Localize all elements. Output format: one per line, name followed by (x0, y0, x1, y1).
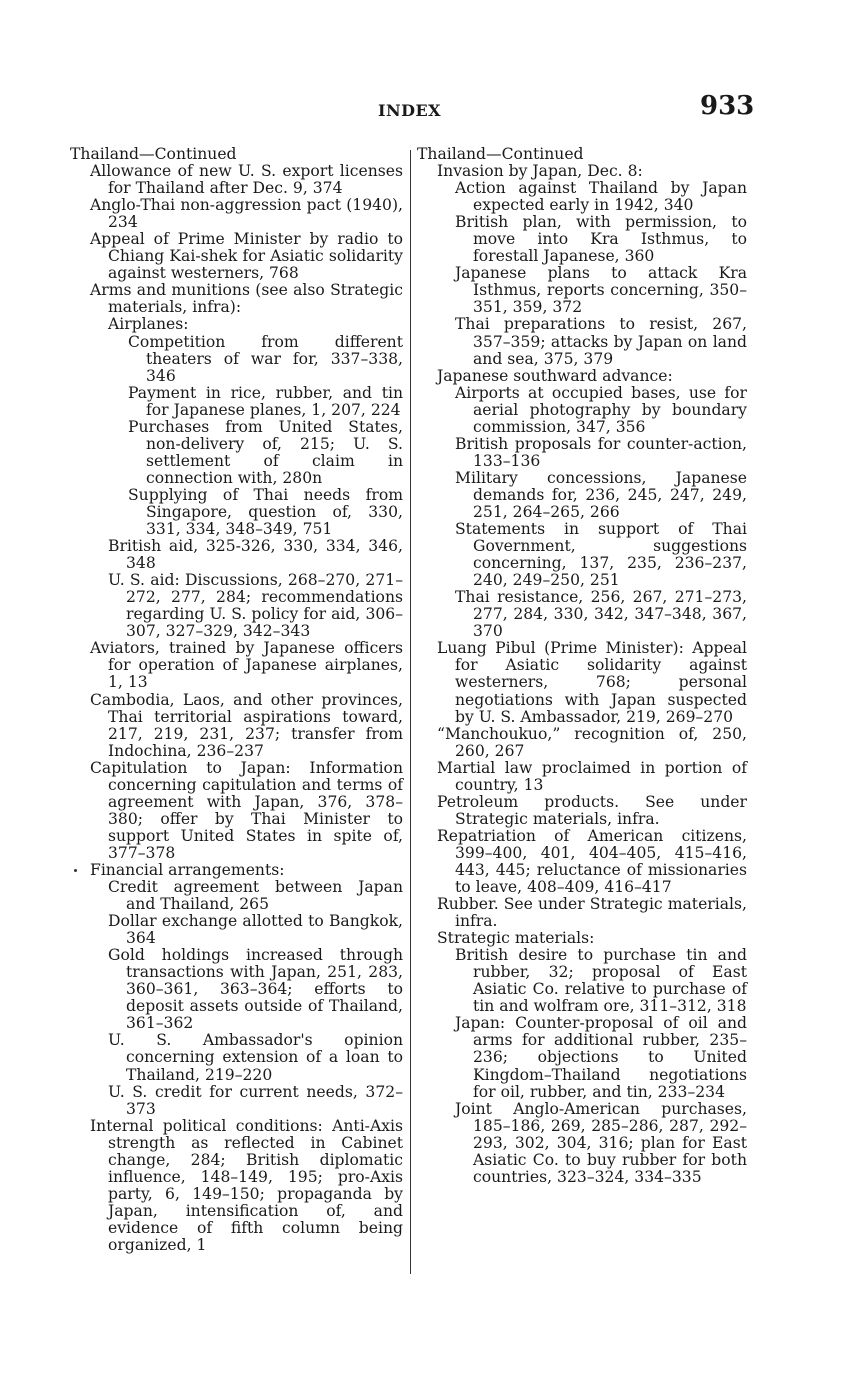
index-entry: Petroleum products. See under Strategic materials, infra. (437, 792, 747, 828)
index-subentry: Gold holdings increased through transactions with Japan, 251, 283, 360–361, 363–364; efforts to deposit assets outside of Thailand, 361–362 (108, 946, 403, 1033)
index-entry: Capitulation to Japan: Information concerning capitulation and terms of agreement with Japan, 376, 378–380; offer by Thai Minister to support United States in spite of, 377–378 (90, 758, 403, 862)
index-entry: Invasion by Japan, Dec. 8: (437, 162, 643, 181)
index-entry: Rubber. See under Strategic materials, infra. (437, 895, 747, 931)
index-continuation-heading: Thailand—Continued (70, 145, 237, 163)
page-header (0, 91, 850, 125)
index-continuation-heading: Thailand—Continued (417, 145, 584, 163)
index-column-left (70, 146, 403, 1254)
index-subentry: British proposals for counter-action, 133–136 (455, 434, 747, 470)
index-entry: Martial law proclaimed in portion of country, 13 (437, 758, 747, 794)
index-entry: Arms and munitions (see also Strategic materials, infra): (90, 281, 403, 317)
index-entry: Repatriation of American citizens, 399–400, 401, 404–405, 415–416, 443, 445; reluctance of missionaries to leave, 408–409, 416–417 (437, 826, 747, 897)
print-speck (74, 869, 77, 872)
index-subentry: Airplanes: (108, 315, 189, 334)
index-subentry: U. S. aid: Discussions, 268–270, 271–272, 277, 284; recommendations regarding U. S. policy for aid, 306–307, 327–329, 342–343 (108, 571, 403, 641)
index-entry: Anglo-Thai non-aggression pact (1940), 234 (90, 196, 403, 232)
index-entry: “Manchoukuo,” recognition of, 250, 260, 267 (437, 724, 747, 760)
index-subentry: British plan, with permission, to move into Kra Isthmus, to forestall Japanese, 360 (455, 213, 747, 266)
index-subentry: Japan: Counter-proposal of oil and arms for additional rubber, 235–236; objections to United Kingdom–Thailand negotiations for oil, rubber, and tin, 233–234 (455, 1014, 747, 1101)
index-subsubentry: Payment in rice, rubber, and tin for Japanese planes, 1, 207, 224 (128, 383, 403, 419)
index-subentry: Credit agreement between Japan and Thailand, 265 (108, 878, 403, 914)
running-title: INDEX (378, 101, 442, 120)
index-subsubentry: Supplying of Thai needs from Singapore, question of, 330, 331, 334, 348–349, 751 (128, 485, 403, 539)
index-subentry: U. S. credit for current needs, 372–373 (108, 1082, 403, 1118)
index-subentry: Airports at occupied bases, use for aerial photography by boundary commission, 347, 356 (455, 383, 747, 436)
index-subentry: British desire to purchase tin and rubber, 32; proposal of East Asiatic Co. relative to purchase of tin and wolfram ore, 311–312, 318 (455, 946, 747, 1016)
index-subentry: Japanese plans to attack Kra Isthmus, reports concerning, 350–351, 359, 372 (455, 264, 747, 317)
index-subentry: Dollar exchange allotted to Bangkok, 364 (108, 912, 403, 948)
index-subentry: Thai preparations to resist, 267, 357–359; attacks by Japan on land and sea, 375, 379 (455, 315, 747, 368)
index-entry: Aviators, trained by Japanese officers for operation of Japanese airplanes, 1, 13 (90, 639, 403, 692)
index-subsubentry: Purchases from United States, non-delivery of, 215; U. S. settlement of claim in connection with, 280n (128, 417, 403, 487)
index-entry: Japanese southward advance: (437, 366, 673, 385)
index-entry: Luang Pibul (Prime Minister): Appeal for Asiatic solidarity against westerners, 768; personal negotiations with Japan suspected by U. S. Ambassador, 219, 269–270 (437, 639, 747, 726)
index-column-right (417, 146, 747, 1186)
index-entry: Cambodia, Laos, and other provinces, Thai territorial aspirations toward, 217, 219, 231, 237; transfer from Indochina, 236–237 (90, 690, 403, 760)
index-subentry: Action against Thailand by Japan expected early in 1942, 340 (455, 179, 747, 215)
index-entry: Strategic materials: (437, 929, 595, 948)
column-divider (410, 150, 411, 1274)
index-entry: Allowance of new U. S. export licenses for Thailand after Dec. 9, 374 (90, 162, 403, 198)
index-subentry: Thai resistance, 256, 267, 271–273, 277, 284, 330, 342, 347–348, 367, 370 (455, 588, 747, 641)
index-entry: Appeal of Prime Minister by radio to Chiang Kai-shek for Asiatic solidarity against westerners, 768 (90, 230, 403, 283)
index-entry: Financial arrangements: (90, 860, 285, 879)
page-number: 933 (700, 91, 755, 121)
index-subentry: British aid, 325-326, 330, 334, 346, 348 (108, 537, 403, 573)
index-subentry: U. S. Ambassador's opinion concerning extension of a loan to Thailand, 219–220 (108, 1031, 403, 1084)
index-subsubentry: Competition from different theaters of war for, 337–338, 346 (128, 332, 403, 385)
index-entry: Internal political conditions: Anti-Axis strength as reflected in Cabinet change, 284; British diplomatic influence, 148–149, 195; pro-Axis party, 6, 149–150; propaganda by Japan, intensification of, and evidence of fifth column being organized, 1 (90, 1116, 403, 1254)
index-subentry: Military concessions, Japanese demands for, 236, 245, 247, 249, 251, 264–265, 266 (455, 468, 747, 521)
index-subentry: Statements in support of Thai Government, suggestions concerning, 137, 235, 236–237, 240, 249–250, 251 (455, 520, 747, 590)
index-subentry: Joint Anglo-American purchases, 185–186, 269, 285–286, 287, 292–293, 302, 304, 316; plan for East Asiatic Co. to buy rubber for both countries, 323–324, 334–335 (455, 1099, 747, 1186)
